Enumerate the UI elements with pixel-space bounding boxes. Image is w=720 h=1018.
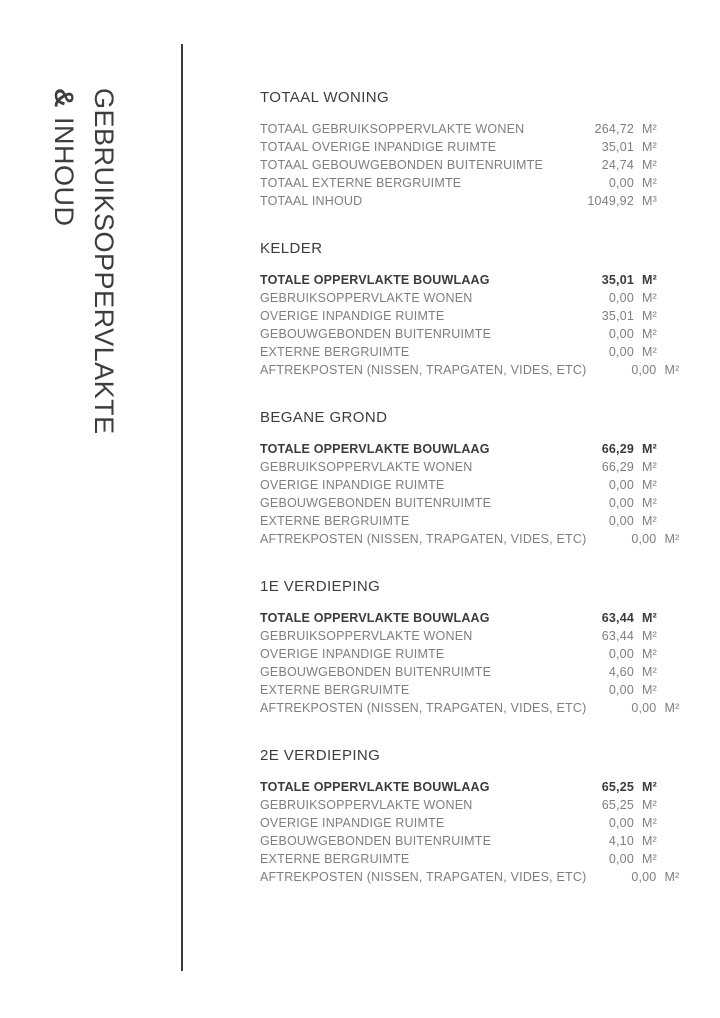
- row-unit: M²: [642, 327, 657, 341]
- row-value: 0,00: [608, 176, 634, 190]
- section-heading: 1E VERDIEPING: [260, 578, 381, 595]
- area-row: [260, 778, 662, 796]
- row-unit: M²: [664, 363, 680, 377]
- floor-section: [260, 89, 662, 210]
- row-value: 0,00: [608, 496, 634, 510]
- area-row: [260, 325, 662, 343]
- row-unit: M²: [642, 514, 657, 528]
- area-row: [260, 192, 662, 210]
- row-unit: M²: [642, 852, 657, 866]
- area-row: [260, 796, 662, 814]
- area-row: [260, 494, 662, 512]
- row-unit: M²: [642, 665, 657, 679]
- vertical-divider-rule: [181, 44, 183, 971]
- row-unit: M²: [642, 834, 657, 848]
- row-label: EXTERNE BERGRUIMTE: [260, 345, 410, 359]
- row-value: 1049,92: [587, 194, 634, 208]
- area-row: [260, 476, 662, 494]
- area-row: [260, 289, 662, 307]
- area-row: [260, 627, 662, 645]
- row-label: GEBOUWGEBONDEN BUITENRUIMTE: [260, 665, 492, 679]
- area-row: [260, 850, 662, 868]
- row-value: 0,00: [631, 363, 657, 377]
- row-unit: M²: [642, 176, 657, 190]
- area-row: [260, 361, 680, 379]
- row-label: OVERIGE INPANDIGE RUIMTE: [260, 647, 445, 661]
- row-unit: M²: [642, 345, 657, 359]
- row-value: 35,01: [601, 309, 634, 323]
- row-label: TOTALE OPPERVLAKTE BOUWLAAG: [260, 611, 490, 625]
- row-value: 0,00: [608, 478, 634, 492]
- section-rows: [260, 271, 680, 379]
- area-row: [260, 609, 662, 627]
- row-label: GEBOUWGEBONDEN BUITENRUIMTE: [260, 834, 492, 848]
- row-label: TOTALE OPPERVLAKTE BOUWLAAG: [260, 442, 490, 456]
- title-line-2: [44, 88, 84, 728]
- row-label: OVERIGE INPANDIGE RUIMTE: [260, 309, 445, 323]
- area-row: [260, 512, 662, 530]
- row-label: TOTAAL INHOUD: [260, 194, 363, 208]
- row-label: TOTALE OPPERVLAKTE BOUWLAAG: [260, 273, 490, 287]
- row-unit: M³: [642, 194, 657, 208]
- row-value: 0,00: [608, 514, 634, 528]
- row-value: 0,00: [608, 345, 634, 359]
- section-heading: KELDER: [260, 240, 323, 257]
- row-label: GEBRUIKSOPPERVLAKTE WONEN: [260, 629, 473, 643]
- floor-section: [260, 240, 680, 379]
- row-value: 0,00: [631, 532, 657, 546]
- floor-section: [260, 747, 680, 886]
- row-label: TOTAAL OVERIGE INPANDIGE RUIMTE: [260, 140, 497, 154]
- section-heading: TOTAAL WONING: [260, 89, 390, 106]
- row-value: 24,74: [601, 158, 634, 172]
- row-unit: M²: [642, 816, 657, 830]
- row-label: AFTREKPOSTEN (NISSEN, TRAPGATEN, VIDES, ETC): [260, 363, 587, 377]
- row-label: GEBRUIKSOPPERVLAKTE WONEN: [260, 460, 473, 474]
- row-label: EXTERNE BERGRUIMTE: [260, 852, 410, 866]
- section-heading: BEGANE GROND: [260, 409, 388, 426]
- row-unit: M²: [642, 158, 657, 172]
- area-row: [260, 663, 662, 681]
- area-row: [260, 120, 662, 138]
- row-value: 264,72: [594, 122, 634, 136]
- row-unit: M²: [642, 780, 657, 794]
- row-label: OVERIGE INPANDIGE RUIMTE: [260, 816, 445, 830]
- area-row: [260, 458, 662, 476]
- row-label: GEBRUIKSOPPERVLAKTE WONEN: [260, 798, 473, 812]
- area-row: [260, 530, 680, 548]
- row-value: 63,44: [601, 629, 634, 643]
- row-value: 0,00: [608, 683, 634, 697]
- area-row: [260, 138, 662, 156]
- row-value: 65,25: [601, 798, 634, 812]
- row-unit: M²: [642, 496, 657, 510]
- row-unit: M²: [642, 629, 657, 643]
- area-row: [260, 343, 662, 361]
- row-label: AFTREKPOSTEN (NISSEN, TRAPGATEN, VIDES, ETC): [260, 701, 587, 715]
- area-row: [260, 699, 680, 717]
- row-value: 0,00: [608, 647, 634, 661]
- row-unit: M²: [642, 683, 657, 697]
- row-unit: M²: [642, 460, 657, 474]
- area-row: [260, 868, 680, 886]
- row-unit: M²: [642, 442, 657, 456]
- area-row: [260, 814, 662, 832]
- row-unit: M²: [642, 291, 657, 305]
- row-unit: M²: [642, 140, 657, 154]
- row-value: 66,29: [601, 442, 634, 456]
- row-label: OVERIGE INPANDIGE RUIMTE: [260, 478, 445, 492]
- row-unit: M²: [664, 532, 680, 546]
- row-value: 0,00: [631, 870, 657, 884]
- section-rows: [260, 778, 680, 886]
- row-unit: M²: [642, 478, 657, 492]
- section-rows: [260, 440, 680, 548]
- row-label: GEBRUIKSOPPERVLAKTE WONEN: [260, 291, 473, 305]
- section-rows: [260, 120, 662, 210]
- row-value: 0,00: [608, 291, 634, 305]
- row-unit: M²: [642, 309, 657, 323]
- section-heading: 2E VERDIEPING: [260, 747, 381, 764]
- row-value: 4,60: [608, 665, 634, 679]
- row-value: 35,01: [601, 140, 634, 154]
- area-row: [260, 681, 662, 699]
- row-label: EXTERNE BERGRUIMTE: [260, 514, 410, 528]
- row-unit: M²: [664, 870, 680, 884]
- row-value: 65,25: [601, 780, 634, 794]
- row-value: 63,44: [601, 611, 634, 625]
- area-row: [260, 271, 662, 289]
- row-value: 0,00: [608, 852, 634, 866]
- row-unit: M²: [664, 701, 680, 715]
- row-unit: M²: [642, 647, 657, 661]
- row-value: 35,01: [601, 273, 634, 287]
- row-value: 66,29: [601, 460, 634, 474]
- title-line-1: GEBRUIKSOPPERVLAKTE: [89, 88, 119, 435]
- content-area: [260, 89, 680, 916]
- floor-section: [260, 409, 680, 548]
- row-unit: M²: [642, 273, 657, 287]
- area-row: [260, 832, 662, 850]
- row-label: TOTALE OPPERVLAKTE BOUWLAAG: [260, 780, 490, 794]
- row-label: GEBOUWGEBONDEN BUITENRUIMTE: [260, 496, 492, 510]
- document-title: [44, 88, 124, 728]
- row-unit: M²: [642, 611, 657, 625]
- area-row: [260, 156, 662, 174]
- row-label: EXTERNE BERGRUIMTE: [260, 683, 410, 697]
- row-label: TOTAAL GEBOUWGEBONDEN BUITENRUIMTE: [260, 158, 543, 172]
- row-unit: M²: [642, 122, 657, 136]
- row-label: GEBOUWGEBONDEN BUITENRUIMTE: [260, 327, 492, 341]
- row-label: TOTAAL GEBRUIKSOPPERVLAKTE WONEN: [260, 122, 525, 136]
- row-label: AFTREKPOSTEN (NISSEN, TRAPGATEN, VIDES, ETC): [260, 870, 587, 884]
- area-row: [260, 307, 662, 325]
- row-value: 0,00: [631, 701, 657, 715]
- title-ampersand: &: [49, 88, 79, 108]
- area-row: [260, 174, 662, 192]
- row-unit: M²: [642, 798, 657, 812]
- row-label: TOTAAL EXTERNE BERGRUIMTE: [260, 176, 462, 190]
- row-value: 0,00: [608, 816, 634, 830]
- section-rows: [260, 609, 680, 717]
- row-value: 0,00: [608, 327, 634, 341]
- area-row: [260, 645, 662, 663]
- title-word-inhoud: INHOUD: [49, 117, 79, 227]
- floor-section: [260, 578, 680, 717]
- row-value: 4,10: [608, 834, 634, 848]
- area-row: [260, 440, 662, 458]
- row-label: AFTREKPOSTEN (NISSEN, TRAPGATEN, VIDES, ETC): [260, 532, 587, 546]
